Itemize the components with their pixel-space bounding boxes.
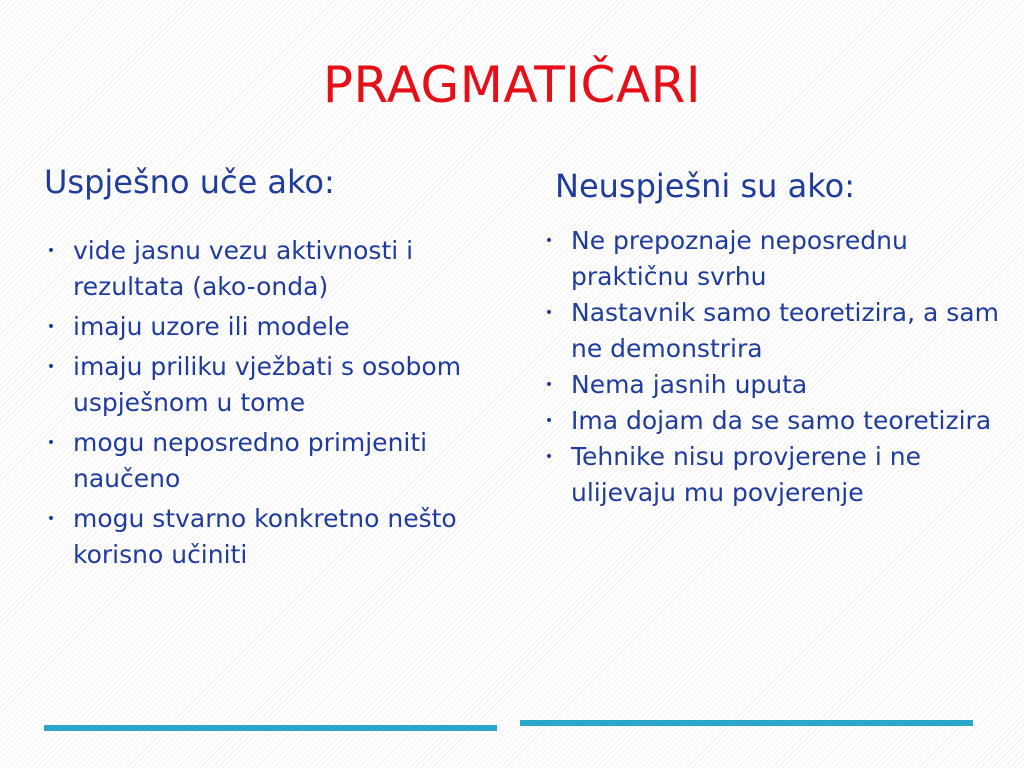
right-list-item-text: Ima dojam da se samo teoretizira: [571, 406, 992, 435]
bullet-icon: •: [544, 449, 554, 465]
right-column-heading: Neuspješni su ako:: [555, 167, 855, 205]
left-bullet-list: [44, 233, 494, 577]
bullet-icon: •: [46, 319, 56, 335]
left-list-item-text: imaju priliku vježbati s osobom uspješnom u tome: [73, 352, 462, 417]
slide-title: PRAGMATIČARI: [322, 56, 702, 114]
left-list-item-text: mogu stvarno konkretno nešto korisno učiniti: [73, 504, 457, 569]
left-list-item-text: imaju uzore ili modele: [73, 312, 350, 341]
right-list-item-text: Nastavnik samo teoretizira, a sam ne demonstrira: [571, 298, 999, 363]
right-list-item-text: Ne prepoznaje neposrednu praktičnu svrhu: [571, 226, 908, 291]
right-accent-bar: [520, 720, 973, 726]
left-accent-bar: [44, 725, 497, 731]
right-bullet-list: [542, 223, 1012, 511]
right-list-item-text: Nema jasnih uputa: [571, 370, 808, 399]
bullet-icon: •: [544, 305, 554, 321]
left-list-item: [44, 309, 494, 345]
left-column-heading: Uspješno uče ako:: [44, 163, 335, 201]
right-list-item: [542, 439, 1012, 511]
right-list-item: [542, 367, 1012, 403]
right-list-item: [542, 403, 1012, 439]
left-list-item: [44, 425, 494, 497]
bullet-icon: •: [544, 233, 554, 249]
bullet-icon: •: [46, 359, 56, 375]
bullet-icon: •: [46, 435, 56, 451]
left-list-item: [44, 233, 494, 305]
bullet-icon: •: [544, 413, 554, 429]
left-list-item-text: mogu neposredno primjeniti naučeno: [73, 428, 428, 493]
bullet-icon: •: [46, 511, 56, 527]
bullet-icon: •: [544, 377, 554, 393]
right-list-item-text: Tehnike nisu provjerene i ne ulijevaju mu povjerenje: [571, 442, 921, 507]
bullet-icon: •: [46, 243, 56, 259]
left-list-item-text: vide jasnu vezu aktivnosti i rezultata (ako-onda): [73, 236, 414, 301]
right-list-item: [542, 295, 1012, 367]
left-list-item: [44, 349, 494, 421]
right-list-item: [542, 223, 1012, 295]
left-list-item: [44, 501, 494, 573]
